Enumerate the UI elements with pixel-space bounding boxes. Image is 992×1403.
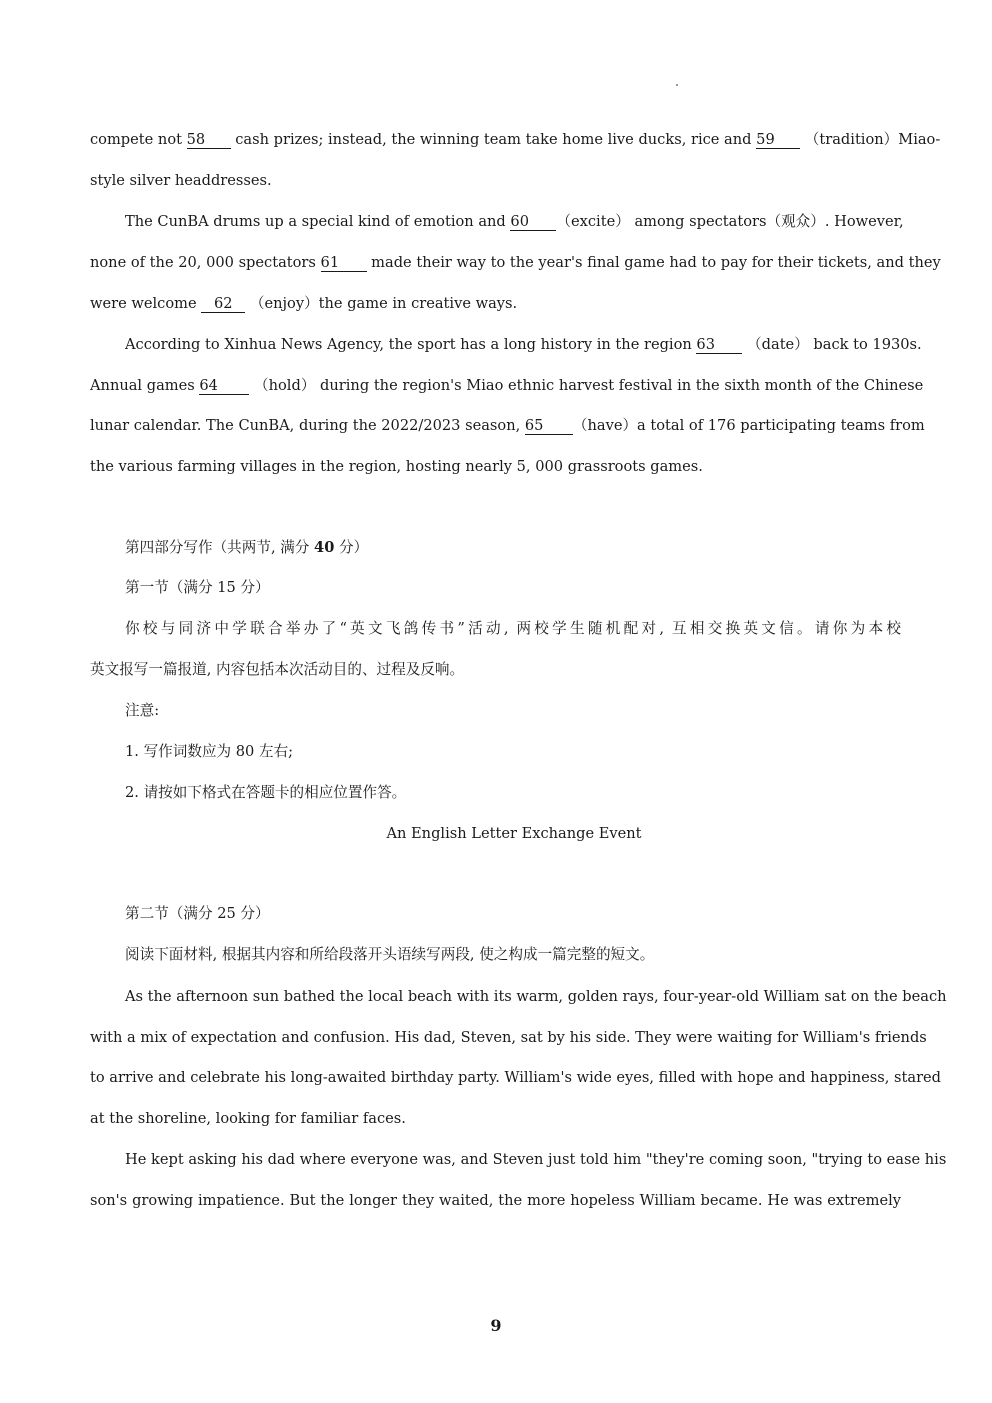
blank-60: 60 <box>510 213 556 231</box>
blank-63: 63 <box>696 336 742 354</box>
passage-line: compete not 58 cash prizes; instead, the winning team take home live ducks, rice and 59 （tradition）Miao- <box>90 131 941 148</box>
note-label: 注意: <box>125 702 160 719</box>
section2-instructions: 阅读下面材料, 根据其内容和所给段落开头语续写两段, 使之构成一篇完整的短文。 <box>125 946 655 963</box>
page-number: 9 <box>490 1316 502 1335</box>
note-item: 1. 写作词数应为 80 左右; <box>125 743 294 760</box>
blank-59: 59 <box>756 131 800 149</box>
blank-64: 64 <box>199 377 249 395</box>
passage-line: The CunBA drums up a special kind of emotion and 60 （excite） among spectators（观众）. However, <box>125 213 904 230</box>
story-line: He kept asking his dad where everyone was, and Steven just told him "they're coming soon, "trying to ease his <box>125 1151 947 1168</box>
passage-line: lunar calendar. The CunBA, during the 2022/2023 season, 65 （have）a total of 176 participating teams from <box>90 417 925 434</box>
passage-line: According to Xinhua News Agency, the sport has a long history in the region 63 （date） back to 1930s. <box>125 336 922 353</box>
story-line: son's growing impatience. But the longer they waited, the more hopeless William became. He was extremely <box>90 1192 901 1209</box>
passage-line: style silver headdresses. <box>90 172 272 189</box>
stray-mark <box>676 84 678 86</box>
section1-prompt: 你校与同济中学联合举办了“英文飞鸽传书”活动, 两校学生随机配对, 互相交换英文信。请你为本校 <box>125 620 901 637</box>
passage-line: Annual games 64 （hold） during the region's Miao ethnic harvest festival in the sixth month of the Chinese <box>90 377 924 394</box>
passage-line: the various farming villages in the region, hosting nearly 5, 000 grassroots games. <box>90 458 703 475</box>
passage-line: none of the 20, 000 spectators 61 made their way to the year's final game had to pay for their tickets, and they <box>90 254 941 271</box>
section1-prompt: 英文报写一篇报道, 内容包括本次活动目的、过程及反响。 <box>90 661 465 678</box>
story-line: with a mix of expectation and confusion. His dad, Steven, sat by his side. They were waiting for William's friends <box>90 1029 927 1046</box>
story-line: As the afternoon sun bathed the local beach with its warm, golden rays, four-year-old William sat on the beach <box>125 988 947 1005</box>
blank-61: 61 <box>321 254 367 272</box>
note-item: 2. 请按如下格式在答题卡的相应位置作答。 <box>125 784 407 801</box>
part4-heading: 第四部分写作（共两节, 满分 40 分） <box>125 539 369 556</box>
blank-65: 65 <box>525 417 573 435</box>
story-line: at the shoreline, looking for familiar faces. <box>90 1110 406 1127</box>
story-line: to arrive and celebrate his long-awaited birthday party. William's wide eyes, filled with hope and happiness, stared <box>90 1069 942 1086</box>
blank-58: 58 <box>187 131 231 149</box>
section2-title: 第二节（满分 25 分） <box>125 905 270 922</box>
passage-line: were welcome 62 （enjoy）the game in creative ways. <box>90 295 518 312</box>
blank-62: 62 <box>201 295 245 313</box>
section1-title: 第一节（满分 15 分） <box>125 579 270 596</box>
essay-title: An English Letter Exchange Event <box>386 825 642 842</box>
